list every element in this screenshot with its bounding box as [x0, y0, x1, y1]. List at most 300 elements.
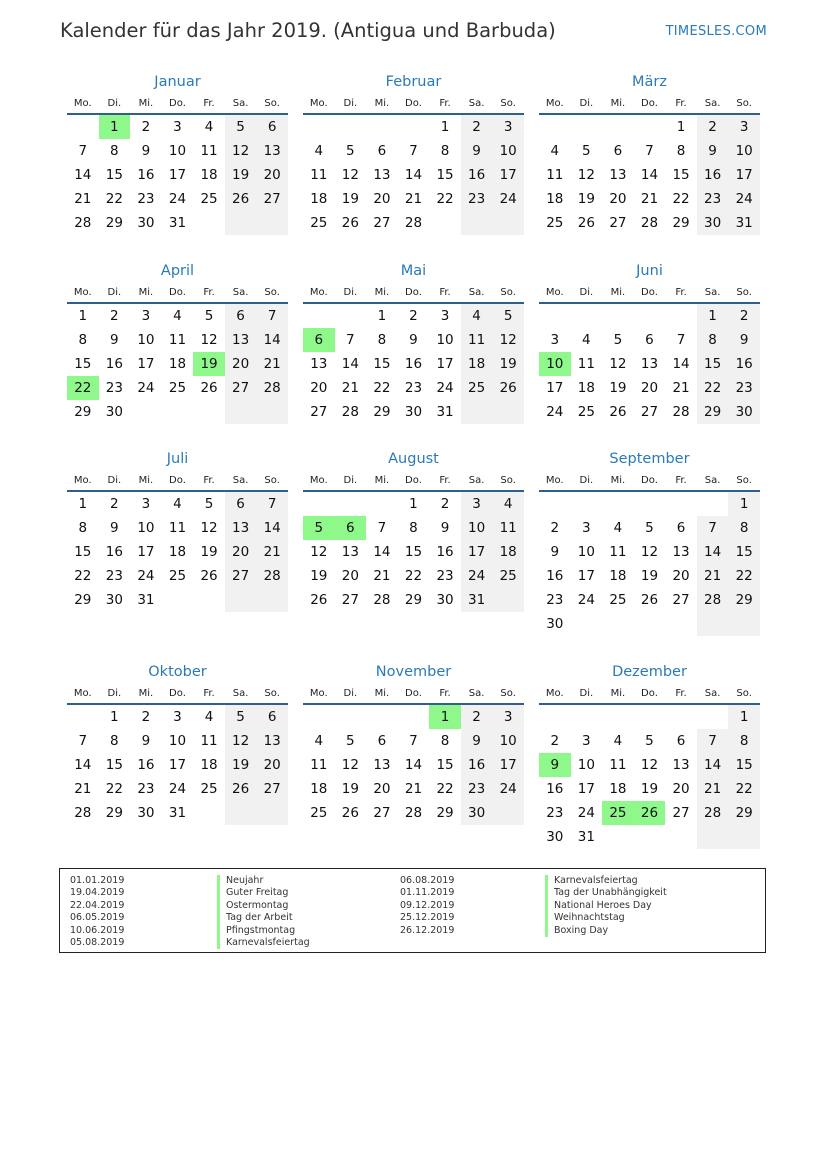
day-cell: 10 — [492, 139, 524, 163]
day-cell: 14 — [256, 516, 288, 540]
day-cell: 23 — [461, 777, 493, 801]
weekday-label: Di. — [107, 475, 122, 486]
empty-cell — [571, 705, 603, 729]
day-cell: 23 — [105, 568, 123, 584]
weekday-label: So. — [736, 98, 752, 109]
day-cell: 20 — [672, 781, 690, 797]
day-cell: 15 — [697, 352, 729, 376]
legend-date: 22.04.2019 — [70, 899, 125, 911]
day-cell: 10 — [492, 729, 524, 753]
legend-holiday-name: Pfingstmontag — [217, 925, 310, 937]
day-cell: 31 — [728, 211, 760, 235]
day-cell: 13 — [672, 757, 690, 773]
day-cell: 10 — [577, 757, 595, 773]
day-cell: 29 — [697, 400, 729, 424]
legend-date: 06.05.2019 — [70, 912, 125, 924]
day-cell: 5 — [613, 332, 623, 348]
day-cell: 22 — [697, 376, 729, 400]
day-cell: 7 — [377, 520, 387, 536]
weekday-header — [67, 684, 288, 705]
legend-dates-left — [70, 875, 124, 949]
day-cell: 27 — [672, 592, 690, 608]
empty-cell — [728, 612, 760, 636]
day-cell: 22 — [373, 380, 391, 396]
day-cell: 16 — [728, 352, 760, 376]
month-name: September — [609, 451, 690, 467]
weekday-label: So. — [736, 688, 752, 699]
month-name: Dezember — [612, 664, 687, 680]
empty-cell — [665, 492, 697, 516]
weekday-label: Fr. — [203, 475, 215, 486]
day-cell: 15 — [728, 540, 760, 564]
day-cell: 19 — [225, 753, 257, 777]
weekday-header — [67, 94, 288, 115]
day-cell: 28 — [74, 215, 92, 231]
day-cell: 19 — [200, 544, 218, 560]
holiday-legend — [59, 868, 766, 953]
day-cell: 14 — [404, 167, 423, 183]
day-cell: 8 — [728, 516, 760, 540]
weekday-label: Di. — [343, 98, 358, 109]
day-cell: 31 — [436, 404, 454, 420]
day-cell: 8 — [110, 143, 119, 159]
empty-cell — [665, 304, 697, 328]
weekday-header — [303, 283, 524, 304]
day-cell: 2 — [110, 308, 119, 324]
day-cell: 17 — [168, 757, 187, 773]
day-cell: 26 — [341, 215, 359, 231]
weekday-label: Di. — [107, 98, 122, 109]
weekday-label: Sa. — [232, 475, 249, 486]
empty-cell — [67, 115, 99, 139]
weekday-label: Sa. — [468, 688, 485, 699]
day-cell: 13 — [256, 139, 288, 163]
weekday-label: Mi. — [374, 475, 390, 486]
day-cell: 18 — [609, 568, 627, 584]
legend-date: 01.01.2019 — [70, 875, 125, 886]
day-cell: 3 — [492, 705, 524, 729]
weekday-label: So. — [736, 475, 752, 486]
day-cell: 27 — [640, 404, 659, 420]
day-cell: 8 — [78, 520, 88, 536]
day-cell: 20 — [672, 568, 690, 584]
day-cell: 27 — [225, 376, 257, 400]
empty-cell — [366, 705, 398, 729]
day-cell: 21 — [256, 352, 288, 376]
month-name: November — [375, 664, 452, 680]
weekday-label: Do. — [169, 688, 186, 699]
month-name: Februar — [385, 74, 442, 90]
day-cell: 14 — [640, 167, 659, 183]
day-cell: 26 — [577, 215, 595, 231]
day-grid — [303, 705, 524, 825]
month-name: März — [632, 74, 667, 90]
day-cell: 20 — [341, 568, 359, 584]
empty-cell — [492, 400, 524, 424]
weekday-label: Mo. — [545, 475, 564, 486]
weekday-label: Do. — [641, 688, 658, 699]
weekday-label: Mo. — [309, 475, 328, 486]
day-cell: 28 — [672, 404, 690, 420]
day-cell: 28 — [74, 805, 92, 821]
day-cell: 9 — [728, 328, 760, 352]
day-cell: 17 — [492, 163, 524, 187]
day-cell: 11 — [168, 520, 187, 536]
holiday-day-cell: 1 — [99, 115, 131, 139]
day-cell: 31 — [168, 805, 187, 821]
day-cell: 21 — [74, 781, 92, 797]
day-cell: 9 — [461, 139, 493, 163]
day-grid — [539, 304, 760, 424]
day-cell: 11 — [546, 167, 564, 183]
empty-cell — [429, 211, 461, 235]
weekday-label: Fr. — [203, 98, 215, 109]
day-cell: 4 — [173, 496, 182, 512]
day-cell: 24 — [577, 592, 595, 608]
day-cell: 1 — [78, 308, 88, 324]
day-cell: 12 — [341, 757, 359, 773]
day-cell: 17 — [436, 356, 454, 372]
day-cell: 19 — [609, 380, 627, 396]
day-cell: 8 — [78, 332, 88, 348]
day-cell: 22 — [728, 777, 760, 801]
day-cell: 7 — [409, 143, 418, 159]
day-cell: 4 — [314, 733, 324, 749]
weekday-label: So. — [500, 688, 516, 699]
weekday-label: Mo. — [545, 98, 564, 109]
day-cell: 1 — [409, 496, 418, 512]
day-cell: 25 — [200, 781, 218, 797]
day-cell: 5 — [204, 496, 214, 512]
weekday-header — [539, 684, 760, 705]
weekday-label: So. — [500, 287, 516, 298]
day-cell: 4 — [173, 308, 182, 324]
day-cell: 12 — [225, 729, 257, 753]
day-cell: 13 — [225, 516, 257, 540]
day-cell: 5 — [225, 705, 257, 729]
day-cell: 29 — [404, 592, 423, 608]
day-cell: 30 — [137, 805, 155, 821]
day-cell: 13 — [256, 729, 288, 753]
day-cell: 14 — [256, 328, 288, 352]
legend-holiday-name: Karnevalsfeiertag — [217, 937, 310, 949]
empty-cell — [697, 492, 729, 516]
day-cell: 29 — [436, 805, 454, 821]
empty-cell — [256, 801, 288, 825]
holiday-day-cell: 10 — [539, 352, 571, 376]
brand-logo[interactable]: TIMESLES.COM — [665, 24, 767, 39]
weekday-header — [303, 94, 524, 115]
day-cell: 8 — [110, 733, 119, 749]
day-cell: 19 — [310, 568, 328, 584]
day-cell: 2 — [440, 496, 450, 512]
day-grid — [303, 115, 524, 235]
weekday-label: Di. — [343, 287, 358, 298]
weekday-label: Mi. — [610, 475, 626, 486]
day-cell: 25 — [168, 380, 187, 396]
weekday-label: Sa. — [468, 287, 485, 298]
day-cell: 2 — [461, 705, 493, 729]
day-cell: 7 — [78, 733, 88, 749]
day-cell: 31 — [137, 592, 155, 608]
empty-cell — [335, 492, 367, 516]
empty-cell — [602, 825, 634, 849]
day-cell: 10 — [137, 332, 155, 348]
day-cell: 9 — [440, 520, 450, 536]
month-name: Juni — [636, 263, 663, 279]
legend-holiday-name: Boxing Day — [545, 925, 667, 937]
day-cell: 17 — [137, 544, 155, 560]
day-cell: 1 — [728, 492, 760, 516]
day-cell: 28 — [256, 376, 288, 400]
day-cell: 16 — [461, 753, 493, 777]
weekday-label: Sa. — [704, 475, 721, 486]
weekday-label: Sa. — [468, 98, 485, 109]
day-cell: 11 — [200, 733, 218, 749]
day-cell: 2 — [697, 115, 729, 139]
day-cell: 22 — [728, 564, 760, 588]
empty-cell — [130, 400, 162, 424]
month-name: Mai — [400, 263, 427, 279]
day-cell: 9 — [697, 139, 729, 163]
day-cell: 2 — [728, 304, 760, 328]
day-cell: 6 — [645, 332, 654, 348]
weekday-label: Di. — [107, 688, 122, 699]
weekday-label: So. — [264, 98, 280, 109]
holiday-day-cell: 25 — [602, 801, 634, 825]
weekday-label: Mo. — [309, 688, 328, 699]
day-cell: 10 — [137, 520, 155, 536]
day-cell: 2 — [550, 520, 560, 536]
day-cell: 12 — [200, 520, 218, 536]
day-cell: 24 — [492, 187, 524, 211]
empty-cell — [461, 211, 493, 235]
day-cell: 13 — [341, 544, 359, 560]
day-cell: 11 — [609, 757, 627, 773]
empty-cell — [67, 705, 99, 729]
day-cell: 3 — [173, 119, 182, 135]
day-cell: 26 — [225, 187, 257, 211]
day-cell: 25 — [577, 404, 595, 420]
holiday-day-cell: 9 — [539, 753, 571, 777]
empty-cell — [225, 400, 257, 424]
weekday-label: Sa. — [704, 287, 721, 298]
weekday-label: Do. — [405, 688, 422, 699]
weekday-label: Fr. — [439, 688, 451, 699]
day-cell: 15 — [74, 356, 92, 372]
day-cell: 27 — [672, 805, 690, 821]
day-cell: 24 — [577, 805, 595, 821]
day-cell: 29 — [105, 215, 123, 231]
day-cell: 1 — [377, 308, 387, 324]
day-cell: 11 — [577, 356, 595, 372]
legend-holiday-name: Tag der Unabhängigkeit — [545, 887, 667, 899]
day-cell: 24 — [436, 380, 454, 396]
weekday-label: Mi. — [610, 98, 626, 109]
day-cell: 15 — [105, 757, 123, 773]
weekday-label: Mi. — [138, 98, 154, 109]
legend-holiday-name: Weihnachtstag — [545, 912, 667, 924]
day-cell: 9 — [141, 143, 151, 159]
day-cell: 23 — [546, 592, 564, 608]
empty-cell — [335, 115, 367, 139]
empty-cell — [225, 211, 257, 235]
day-cell: 4 — [613, 520, 623, 536]
day-cell: 16 — [436, 544, 454, 560]
weekday-label: Di. — [107, 287, 122, 298]
day-cell: 6 — [256, 705, 288, 729]
day-cell: 3 — [141, 496, 151, 512]
empty-cell — [602, 115, 634, 139]
weekday-label: Fr. — [439, 98, 451, 109]
day-cell: 25 — [200, 191, 218, 207]
empty-cell — [634, 492, 666, 516]
empty-cell — [665, 612, 697, 636]
day-cell: 12 — [492, 328, 524, 352]
day-cell: 30 — [546, 616, 564, 632]
day-cell: 12 — [640, 757, 659, 773]
empty-cell — [398, 705, 430, 729]
weekday-header — [67, 283, 288, 304]
day-cell: 25 — [546, 215, 564, 231]
day-cell: 24 — [461, 564, 493, 588]
day-cell: 20 — [373, 191, 391, 207]
day-cell: 3 — [492, 115, 524, 139]
day-cell: 13 — [672, 544, 690, 560]
legend-dates-right — [400, 875, 454, 937]
day-cell: 15 — [404, 544, 423, 560]
day-cell: 21 — [672, 380, 690, 396]
weekday-label: Mi. — [610, 688, 626, 699]
day-cell: 18 — [546, 191, 564, 207]
weekday-label: Mo. — [73, 688, 92, 699]
day-cell: 13 — [225, 328, 257, 352]
day-cell: 26 — [640, 592, 659, 608]
legend-holiday-name: Neujahr — [217, 875, 310, 887]
legend-date: 05.08.2019 — [70, 936, 125, 948]
weekday-label: So. — [264, 475, 280, 486]
weekday-label: Fr. — [439, 287, 451, 298]
weekday-label: Mi. — [610, 287, 626, 298]
day-cell: 21 — [256, 540, 288, 564]
day-cell: 5 — [346, 733, 355, 749]
day-cell: 27 — [256, 777, 288, 801]
weekday-label: Mo. — [73, 475, 92, 486]
empty-cell — [571, 612, 603, 636]
day-cell: 19 — [492, 352, 524, 376]
day-cell: 24 — [137, 568, 155, 584]
day-cell: 11 — [609, 544, 627, 560]
empty-cell — [303, 304, 335, 328]
weekday-label: Fr. — [675, 98, 687, 109]
day-grid — [67, 492, 288, 612]
weekday-label: Fr. — [675, 287, 687, 298]
day-cell: 31 — [168, 215, 187, 231]
empty-cell — [665, 705, 697, 729]
day-cell: 10 — [577, 544, 595, 560]
day-cell: 12 — [640, 544, 659, 560]
day-cell: 18 — [310, 781, 328, 797]
day-cell: 27 — [341, 592, 359, 608]
weekday-label: Fr. — [203, 688, 215, 699]
day-cell: 2 — [409, 308, 418, 324]
month-name: Oktober — [148, 664, 207, 680]
day-cell: 15 — [74, 544, 92, 560]
holiday-day-cell: 1 — [429, 705, 461, 729]
weekday-header — [67, 471, 288, 492]
day-cell: 21 — [697, 777, 729, 801]
day-cell: 30 — [436, 592, 454, 608]
weekday-label: Di. — [579, 688, 594, 699]
day-cell: 21 — [404, 191, 423, 207]
day-cell: 18 — [609, 781, 627, 797]
day-cell: 8 — [377, 332, 387, 348]
day-cell: 23 — [546, 805, 564, 821]
day-cell: 10 — [436, 332, 454, 348]
day-grid — [303, 304, 524, 424]
day-cell: 11 — [310, 167, 328, 183]
day-cell: 26 — [200, 380, 218, 396]
legend-names-right — [545, 875, 667, 937]
day-cell: 31 — [577, 829, 595, 845]
day-cell: 18 — [168, 356, 187, 372]
empty-cell — [492, 588, 524, 612]
empty-cell — [193, 588, 225, 612]
day-cell: 6 — [377, 143, 387, 159]
day-cell: 25 — [310, 805, 328, 821]
day-cell: 20 — [609, 191, 627, 207]
day-cell: 30 — [105, 592, 123, 608]
day-cell: 1 — [440, 119, 450, 135]
weekday-label: So. — [264, 287, 280, 298]
day-cell: 25 — [310, 215, 328, 231]
day-cell: 3 — [550, 332, 560, 348]
empty-cell — [256, 400, 288, 424]
day-cell: 20 — [640, 380, 659, 396]
day-grid — [539, 115, 760, 235]
day-cell: 7 — [697, 729, 729, 753]
day-cell: 29 — [728, 588, 760, 612]
weekday-label: Di. — [579, 98, 594, 109]
legend-holiday-name: Karnevalsfeiertag — [545, 875, 667, 887]
empty-cell — [539, 492, 571, 516]
day-cell: 6 — [225, 304, 257, 328]
empty-cell — [303, 115, 335, 139]
weekday-label: Di. — [579, 475, 594, 486]
day-cell: 14 — [697, 540, 729, 564]
day-cell: 29 — [373, 404, 391, 420]
weekday-header — [539, 94, 760, 115]
empty-cell — [571, 492, 603, 516]
day-cell: 15 — [105, 167, 123, 183]
day-cell: 14 — [341, 356, 359, 372]
empty-cell — [335, 304, 367, 328]
month-8 — [303, 448, 524, 612]
day-cell: 25 — [461, 376, 493, 400]
weekday-header — [539, 283, 760, 304]
empty-cell — [571, 115, 603, 139]
day-cell: 19 — [341, 191, 359, 207]
day-cell: 22 — [105, 191, 123, 207]
weekday-label: Do. — [169, 475, 186, 486]
day-cell: 21 — [404, 781, 423, 797]
day-cell: 5 — [492, 304, 524, 328]
weekday-label: Sa. — [232, 287, 249, 298]
month-9 — [539, 448, 760, 636]
day-cell: 10 — [728, 139, 760, 163]
day-cell: 20 — [256, 753, 288, 777]
month-1 — [67, 71, 288, 235]
